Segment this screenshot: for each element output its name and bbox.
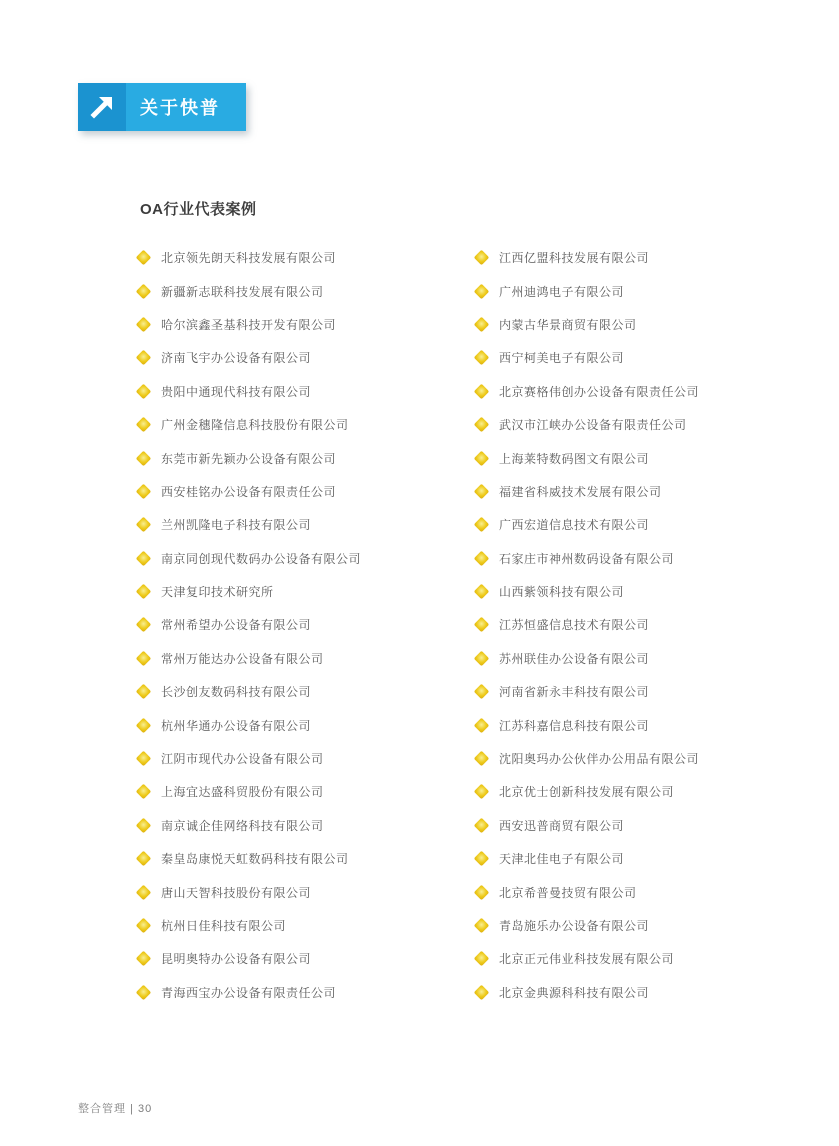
company-name: 秦皇岛康悦天虹数码科技有限公司 <box>161 852 349 867</box>
diamond-bullet-icon <box>136 818 152 834</box>
company-name: 长沙创友数码科技有限公司 <box>161 685 312 700</box>
list-item <box>138 441 458 474</box>
diamond-bullet-icon <box>474 517 490 533</box>
list-item <box>476 976 796 1009</box>
diamond-bullet-icon <box>474 317 490 333</box>
list-item <box>476 842 796 875</box>
company-name: 沈阳奥玛办公伙伴办公用品有限公司 <box>499 752 700 767</box>
diamond-bullet-icon <box>474 851 490 867</box>
diamond-bullet-icon <box>136 550 152 566</box>
company-name: 武汉市江峡办公设备有限责任公司 <box>499 418 687 433</box>
list-item <box>138 775 458 808</box>
company-name: 广州金穗隆信息科技股份有限公司 <box>161 418 349 433</box>
company-name: 北京希普曼技贸有限公司 <box>499 885 637 900</box>
list-item <box>476 942 796 975</box>
list-item <box>476 675 796 708</box>
list-item <box>476 775 796 808</box>
diamond-bullet-icon <box>474 951 490 967</box>
list-item <box>138 909 458 942</box>
list-item <box>476 375 796 408</box>
list-item <box>138 708 458 741</box>
company-name: 石家庄市神州数码设备有限公司 <box>499 551 675 566</box>
company-name: 新疆新志联科技发展有限公司 <box>161 284 324 299</box>
diamond-bullet-icon <box>136 283 152 299</box>
list-item <box>138 408 458 441</box>
company-name: 北京金典源科科技有限公司 <box>499 985 650 1000</box>
diamond-bullet-icon <box>474 985 490 1001</box>
company-name: 兰州凯隆电子科技有限公司 <box>161 518 312 533</box>
list-item <box>476 274 796 307</box>
company-name: 青岛施乐办公设备有限公司 <box>499 919 650 933</box>
company-name: 西安迅普商贸有限公司 <box>499 818 625 833</box>
company-name: 西宁柯美电子有限公司 <box>499 351 625 366</box>
arrow-up-right-icon <box>78 83 126 131</box>
company-name: 常州希望办公设备有限公司 <box>161 618 312 633</box>
diamond-bullet-icon <box>136 985 152 1001</box>
company-name: 福建省科威技术发展有限公司 <box>499 484 662 499</box>
diamond-bullet-icon <box>136 250 152 266</box>
list-item <box>138 241 458 274</box>
list-item <box>138 976 458 1009</box>
diamond-bullet-icon <box>136 751 152 767</box>
diamond-bullet-icon <box>474 550 490 566</box>
company-name: 北京优士创新科技发展有限公司 <box>499 785 675 800</box>
company-name: 上海宜达盛科贸股份有限公司 <box>161 785 324 800</box>
diamond-bullet-icon <box>136 651 152 667</box>
company-name: 青海西宝办公设备有限责任公司 <box>161 985 337 1000</box>
list-item <box>476 408 796 441</box>
diamond-bullet-icon <box>474 884 490 900</box>
company-name: 常州万能达办公设备有限公司 <box>161 651 324 666</box>
page-title: OA行业代表案例 <box>140 201 257 218</box>
company-name: 山西紫领科技有限公司 <box>499 585 625 600</box>
company-name: 北京正元伟业科技发展有限公司 <box>499 952 675 967</box>
diamond-bullet-icon <box>474 818 490 834</box>
list-item <box>138 575 458 608</box>
list-item <box>138 508 458 541</box>
company-name: 河南省新永丰科技有限公司 <box>499 685 650 700</box>
list-item <box>138 642 458 675</box>
diamond-bullet-icon <box>136 317 152 333</box>
diamond-bullet-icon <box>474 250 490 266</box>
list-item <box>476 608 796 641</box>
list-item <box>476 308 796 341</box>
company-list-left <box>138 241 458 1009</box>
list-item <box>476 875 796 908</box>
diamond-bullet-icon <box>136 784 152 800</box>
list-item <box>476 708 796 741</box>
company-name: 济南飞宇办公设备有限公司 <box>161 351 312 366</box>
company-name: 西安桂铭办公设备有限责任公司 <box>161 484 337 499</box>
diamond-bullet-icon <box>474 450 490 466</box>
list-item <box>138 942 458 975</box>
section-badge <box>78 83 246 131</box>
company-list-right <box>476 241 796 1009</box>
company-name: 唐山天智科技股份有限公司 <box>161 885 312 900</box>
diamond-bullet-icon <box>136 884 152 900</box>
list-item <box>476 909 796 942</box>
diamond-bullet-icon <box>136 617 152 633</box>
list-item <box>476 575 796 608</box>
list-item <box>138 742 458 775</box>
diamond-bullet-icon <box>474 584 490 600</box>
company-name: 上海莱特数码图文有限公司 <box>499 451 650 466</box>
diamond-bullet-icon <box>136 717 152 733</box>
company-name: 江苏科嘉信息科技有限公司 <box>499 718 650 733</box>
diamond-bullet-icon <box>474 383 490 399</box>
diamond-bullet-icon <box>136 684 152 700</box>
list-item <box>138 375 458 408</box>
diamond-bullet-icon <box>136 918 152 934</box>
diamond-bullet-icon <box>474 684 490 700</box>
list-item <box>476 441 796 474</box>
company-name: 南京诚企佳网络科技有限公司 <box>161 818 324 833</box>
company-name: 北京领先朗天科技发展有限公司 <box>161 251 337 266</box>
list-item <box>138 875 458 908</box>
company-name: 苏州联佳办公设备有限公司 <box>499 651 650 666</box>
company-name: 江苏恒盛信息技术有限公司 <box>499 618 650 633</box>
diamond-bullet-icon <box>474 617 490 633</box>
company-name: 杭州日佳科技有限公司 <box>161 919 287 933</box>
diamond-bullet-icon <box>136 383 152 399</box>
list-item <box>476 542 796 575</box>
list-item <box>138 341 458 374</box>
list-item <box>476 508 796 541</box>
list-item <box>138 308 458 341</box>
badge-label: 关于快普 <box>126 83 246 131</box>
company-name: 江阴市现代办公设备有限公司 <box>161 752 324 767</box>
diamond-bullet-icon <box>474 751 490 767</box>
list-item <box>138 675 458 708</box>
company-name: 哈尔滨鑫圣基科技开发有限公司 <box>161 317 337 332</box>
list-item <box>138 274 458 307</box>
list-item <box>138 542 458 575</box>
company-name: 贵阳中通现代科技有限公司 <box>161 384 312 399</box>
list-item <box>138 608 458 641</box>
company-name: 内蒙古华景商贸有限公司 <box>499 317 637 332</box>
list-item <box>138 842 458 875</box>
diamond-bullet-icon <box>474 484 490 500</box>
company-name: 广西宏道信息技术有限公司 <box>499 518 650 533</box>
company-name: 天津复印技术研究所 <box>161 585 274 600</box>
diamond-bullet-icon <box>474 918 490 934</box>
diamond-bullet-icon <box>474 717 490 733</box>
diamond-bullet-icon <box>474 651 490 667</box>
list-item <box>476 642 796 675</box>
list-item <box>138 809 458 842</box>
company-name: 东莞市新先颖办公设备有限公司 <box>161 451 337 466</box>
list-item <box>476 742 796 775</box>
diamond-bullet-icon <box>136 450 152 466</box>
diamond-bullet-icon <box>474 417 490 433</box>
diamond-bullet-icon <box>136 417 152 433</box>
diamond-bullet-icon <box>136 951 152 967</box>
company-name: 天津北佳电子有限公司 <box>499 852 625 867</box>
page-footer: 整合管理 | 30 <box>78 1103 153 1115</box>
diamond-bullet-icon <box>136 851 152 867</box>
diamond-bullet-icon <box>136 484 152 500</box>
diamond-bullet-icon <box>136 584 152 600</box>
diamond-bullet-icon <box>474 283 490 299</box>
company-name: 昆明奥特办公设备有限公司 <box>161 952 312 967</box>
list-item <box>476 341 796 374</box>
diamond-bullet-icon <box>474 784 490 800</box>
diamond-bullet-icon <box>136 517 152 533</box>
list-item <box>476 809 796 842</box>
list-item <box>476 241 796 274</box>
diamond-bullet-icon <box>136 350 152 366</box>
company-name: 北京赛格伟创办公设备有限责任公司 <box>499 384 700 399</box>
list-item <box>476 475 796 508</box>
company-name: 广州迪鸿电子有限公司 <box>499 284 625 299</box>
company-name: 南京同创现代数码办公设备有限公司 <box>161 551 362 566</box>
company-name: 杭州华通办公设备有限公司 <box>161 718 312 733</box>
company-name: 江西亿盟科技发展有限公司 <box>499 251 650 266</box>
list-item <box>138 475 458 508</box>
diamond-bullet-icon <box>474 350 490 366</box>
